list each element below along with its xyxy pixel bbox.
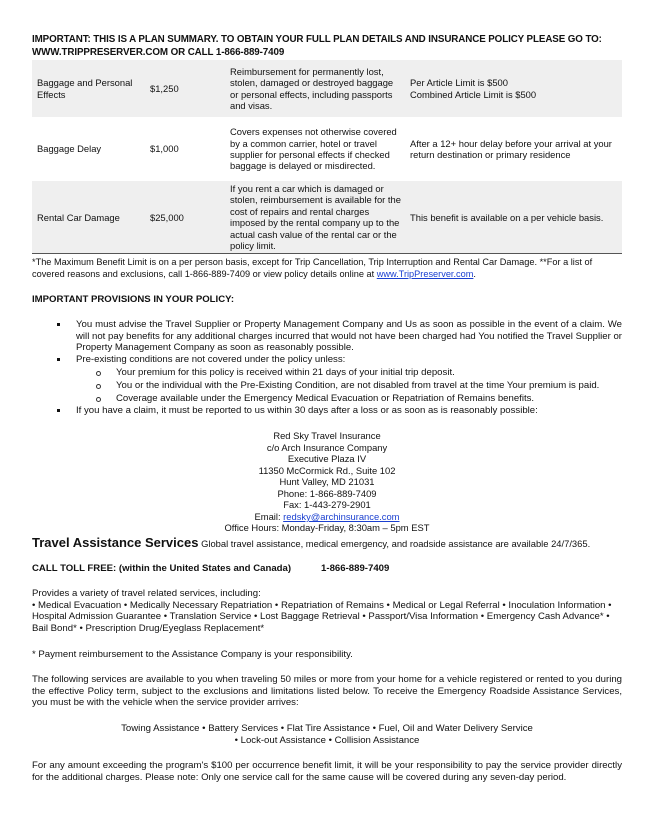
plan-summary-header [32,34,622,59]
provision-text: If you have a claim, it must be reported to us within 30 days after a loss or as soon as is reasonably possible: [76,404,538,416]
footnote-end: . [473,269,476,280]
services-block [32,588,622,634]
roadside-line-2: • Lock-out Assistance • Collision Assistance [234,734,420,746]
benefit-name: Rental Car Damage [32,181,145,254]
benefit-notes [405,117,622,181]
services-list: • Medical Evacuation • Medically Necessary Repatriation • Repatriation of Remains • Medical or Legal Referral • Inoculation Information • Hospital Admission Guarantee • Translation Service • Lost Baggage Retrieval • Passport/Visa Information • Emergency Cash Advance* • Bail Bond* • Prescription Drug/Eyeglass Replacement* [32,599,612,634]
claims-address-block [32,430,622,534]
limit-note: For any amount exceeding the program's $100 per occurrence benefit limit, it will be your responsibility to pay the service provider directly for the additional charges. Please note: Only one service call for the same cause will be covered during any seven-day period. [32,760,622,783]
provision-item [52,354,622,405]
provisions-list [32,319,622,416]
sub-item: Your premium for this policy is received within 21 days of your initial trip deposit. [94,367,622,379]
benefit-amount: $25,000 [145,181,225,254]
table-row [32,117,622,181]
toll-free-number: 1-866-889-7409 [321,562,390,574]
benefit-description: If you rent a car which is damaged or stolen, reimbursement is available for the cost of repairs and rental charges imposed by the rental company up to the actual cash value of the rental car or the policy limit. [225,181,405,254]
header-line-1: IMPORTANT: THIS IS A PLAN SUMMARY. TO OBTAIN YOUR FULL PLAN DETAILS AND INSURANCE POLICY PLEASE GO TO: [32,34,602,45]
provision-item [52,319,622,354]
roadside-line-1: Towing Assistance • Battery Services • Flat Tire Assistance • Fuel, Oil and Water Delivery Service [121,722,533,734]
header-line-2: WWW.TRIPPRESERVER.COM OR CALL 1-866-889-7409 [32,46,285,58]
building: Executive Plaza IV [287,453,367,465]
email-link[interactable]: redsky@archinsurance.com [283,510,400,522]
travel-assistance-heading [32,534,622,551]
roadside-intro: The following services are available to you when traveling 50 miles or more from your home for a vehicle registered or rented to you during the effective Policy term, subject to the exclusions and limitations listed below. To receive the Emergency Roadside Assistance Services, you must be with the vehicle when the service provider arrives: [32,674,622,709]
payment-note: * Payment reimbursement to the Assistance Company is your responsibility. [32,648,353,660]
provisions-title: IMPORTANT PROVISIONS IN YOUR POLICY: [32,293,235,305]
travel-assistance-title: Travel Assistance Services [32,534,199,550]
notes-line: Per Article Limit is $500 [410,77,508,89]
city-state-zip: Hunt Valley, MD 21031 [279,476,375,488]
toll-free-line [32,563,622,575]
fax: Fax: 1-443-279-2901 [283,499,371,511]
company-name: Red Sky Travel Insurance [273,430,381,442]
benefit-description: Reimbursement for permanently lost, stolen, damaged or destroyed baggage or personal effects, including passports and visas. [225,60,405,117]
services-intro: Provides a variety of travel related services, including: [32,588,261,600]
benefits-table [32,60,622,254]
roadside-services [32,723,622,746]
benefit-description: Covers expenses not otherwise covered by a common carrier, hotel or travel supplier for personal effects if checked baggage is delayed or misdirected. [230,126,397,172]
benefit-amount: $1,000 [150,143,179,155]
provision-text: Pre-existing conditions are not covered under the policy unless: [76,354,346,365]
benefit-notes [405,181,622,254]
phone: Phone: 1-866-889-7409 [277,487,377,499]
travel-assistance-subtitle: Global travel assistance, medical emergency, and roadside assistance are available 24/7/365. [198,537,591,549]
benefit-notes [405,60,622,117]
toll-free-label: CALL TOLL FREE: (within the United States and Canada) [32,562,292,574]
table-row [32,181,622,254]
provision-item [52,405,622,417]
benefit-footnote [32,257,622,280]
office-hours: Office Hours: Monday-Friday, 8:30am – 5pm EST [224,522,430,534]
notes-line: This benefit is available on a per vehicle basis. [410,211,604,223]
preexisting-conditions-sublist [76,367,622,405]
document-page [32,34,622,783]
table-row [32,60,622,117]
notes-line: After a 12+ hour delay before your arrival at your return destination or primary residence [410,137,612,160]
benefit-name: Baggage Delay [37,143,102,155]
email-line [32,511,622,523]
street: 11350 McCormick Rd., Suite 102 [258,464,396,476]
provision-text: You must advise the Travel Supplier or Property Management Company and Us as soon as possible in the event of a claim. We will not pay benefits for any additional charges incurred that would not have been charged had You notified the Travel Supplier or Property Management Company as soon as reasonably possible. [76,319,622,354]
care-of: c/o Arch Insurance Company [266,441,388,453]
benefit-amount: $1,250 [145,60,225,117]
footnote-text: *The Maximum Benefit Limit is on a per person basis, except for Trip Cancellation, Trip Interruption and Rental Car Damage. **For a list of covered reasons and exclusions, call 1-866-889-7409 or view policy details online at [32,257,593,280]
sub-item: Coverage available under the Emergency Medical Evacuation or Repatriation of Remains benefits. [94,393,622,405]
trippreserver-link[interactable]: www.TripPreserver.com [376,269,474,280]
sub-item: You or the individual with the Pre-Existing Condition, are not disabled from travel at the time Your premium is paid. [94,380,622,392]
notes-line: Combined Article Limit is $500 [410,88,537,100]
benefit-name: Baggage and Personal Effects [32,60,145,117]
email-label: Email: [254,510,284,522]
